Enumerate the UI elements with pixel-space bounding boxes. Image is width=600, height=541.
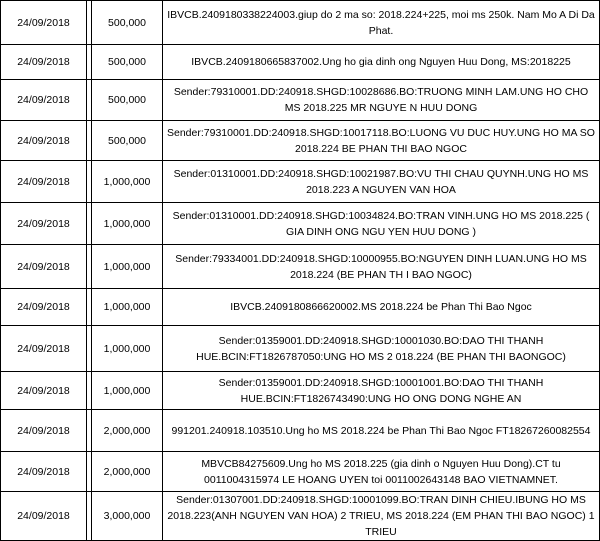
description-cell: Sender:01310001.DD:240918.SHGD:10021987.BO:VU THI CHAU QUYNH.UNG HO MS 2018.223 A NGUYEN VAN HOA: [163, 161, 600, 203]
amount-cell: 1,000,000: [92, 372, 163, 410]
date-cell: 24/09/2018: [1, 161, 87, 203]
amount-cell: 500,000: [92, 1, 163, 45]
amount-cell: 3,000,000: [92, 492, 163, 541]
table-row: [1, 203, 600, 245]
table-row: [1, 372, 600, 410]
date-cell: 24/09/2018: [1, 1, 87, 45]
amount-cell: 1,000,000: [92, 203, 163, 245]
table-row: [1, 80, 600, 121]
description-cell: IBVCB.2409180866620002.MS 2018.224 be Phan Thi Bao Ngoc: [163, 289, 600, 326]
description-cell: Sender:79334001.DD:240918.SHGD:10000955.BO:NGUYEN DINH LUAN.UNG HO MS 2018.224 (BE PHAN TH I BAO NGOC): [163, 245, 600, 289]
table-row: [1, 121, 600, 161]
table-row: [1, 161, 600, 203]
table-row: [1, 289, 600, 326]
date-cell: 24/09/2018: [1, 372, 87, 410]
table-row: [1, 245, 600, 289]
amount-cell: 2,000,000: [92, 410, 163, 452]
date-cell: 24/09/2018: [1, 326, 87, 372]
amount-cell: 1,000,000: [92, 289, 163, 326]
description-cell: Sender:79310001.DD:240918.SHGD:10017118.BO:LUONG VU DUC HUY.UNG HO MA SO 2018.224 BE PHAN THI BAO NGOC: [163, 121, 600, 161]
amount-cell: 1,000,000: [92, 245, 163, 289]
amount-cell: 500,000: [92, 80, 163, 121]
table-row: [1, 410, 600, 452]
amount-cell: 500,000: [92, 45, 163, 80]
description-cell: Sender:01359001.DD:240918.SHGD:10001001.BO:DAO THI THANH HUE.BCIN:FT1826743490:UNG HO ONG DONG NGHE AN: [163, 372, 600, 410]
date-cell: 24/09/2018: [1, 121, 87, 161]
table-row: [1, 326, 600, 372]
table-row: [1, 452, 600, 492]
amount-cell: 1,000,000: [92, 326, 163, 372]
description-cell: Sender:79310001.DD:240918.SHGD:10028686.BO:TRUONG MINH LAM.UNG HO CHO MS 2018.225 MR NGUYE N HUU DONG: [163, 80, 600, 121]
description-cell: Sender:01359001.DD:240918.SHGD:10001030.BO:DAO THI THANH HUE.BCIN:FT1826787050:UNG HO MS 2 018.224 (BE PHAN THI BAONGOC): [163, 326, 600, 372]
date-cell: 24/09/2018: [1, 289, 87, 326]
date-cell: 24/09/2018: [1, 245, 87, 289]
amount-cell: 1,000,000: [92, 161, 163, 203]
table-row: [1, 45, 600, 80]
description-cell: 991201.240918.103510.Ung ho MS 2018.224 be Phan Thi Bao Ngoc FT18267260082554: [163, 410, 600, 452]
table-row: [1, 492, 600, 541]
date-cell: 24/09/2018: [1, 45, 87, 80]
date-cell: 24/09/2018: [1, 492, 87, 541]
date-cell: 24/09/2018: [1, 452, 87, 492]
date-cell: 24/09/2018: [1, 80, 87, 121]
description-cell: Sender:01307001.DD:240918.SHGD:10001099.BO:TRAN DINH CHIEU.IBUNG HO MS 2018.223(ANH NGUYEN VAN HOA) 2 TRIEU, MS 2018.224 (EM PHAN THI BAO NGOC) 1 TRIEU: [163, 492, 600, 541]
date-cell: 24/09/2018: [1, 203, 87, 245]
amount-cell: 500,000: [92, 121, 163, 161]
description-cell: IBVCB.2409180338224003.giup do 2 ma so: 2018.224+225, moi ms 250k. Nam Mo A Di Da Phat.: [163, 1, 600, 45]
description-cell: IBVCB.2409180665837002.Ung ho gia dinh ong Nguyen Huu Dong, MS:2018225: [163, 45, 600, 80]
description-cell: Sender:01310001.DD:240918.SHGD:10034824.BO:TRAN VINH.UNG HO MS 2018.225 ( GIA DINH ONG NGU YEN HUU DONG ): [163, 203, 600, 245]
description-cell: MBVCB84275609.Ung ho MS 2018.225 (gia dinh o Nguyen Huu Dong).CT tu 0011004315974 LE HOANG UYEN toi 0011002643148 BAO VIETNAMNET.: [163, 452, 600, 492]
amount-cell: 2,000,000: [92, 452, 163, 492]
date-cell: 24/09/2018: [1, 410, 87, 452]
table-row: [1, 1, 600, 45]
